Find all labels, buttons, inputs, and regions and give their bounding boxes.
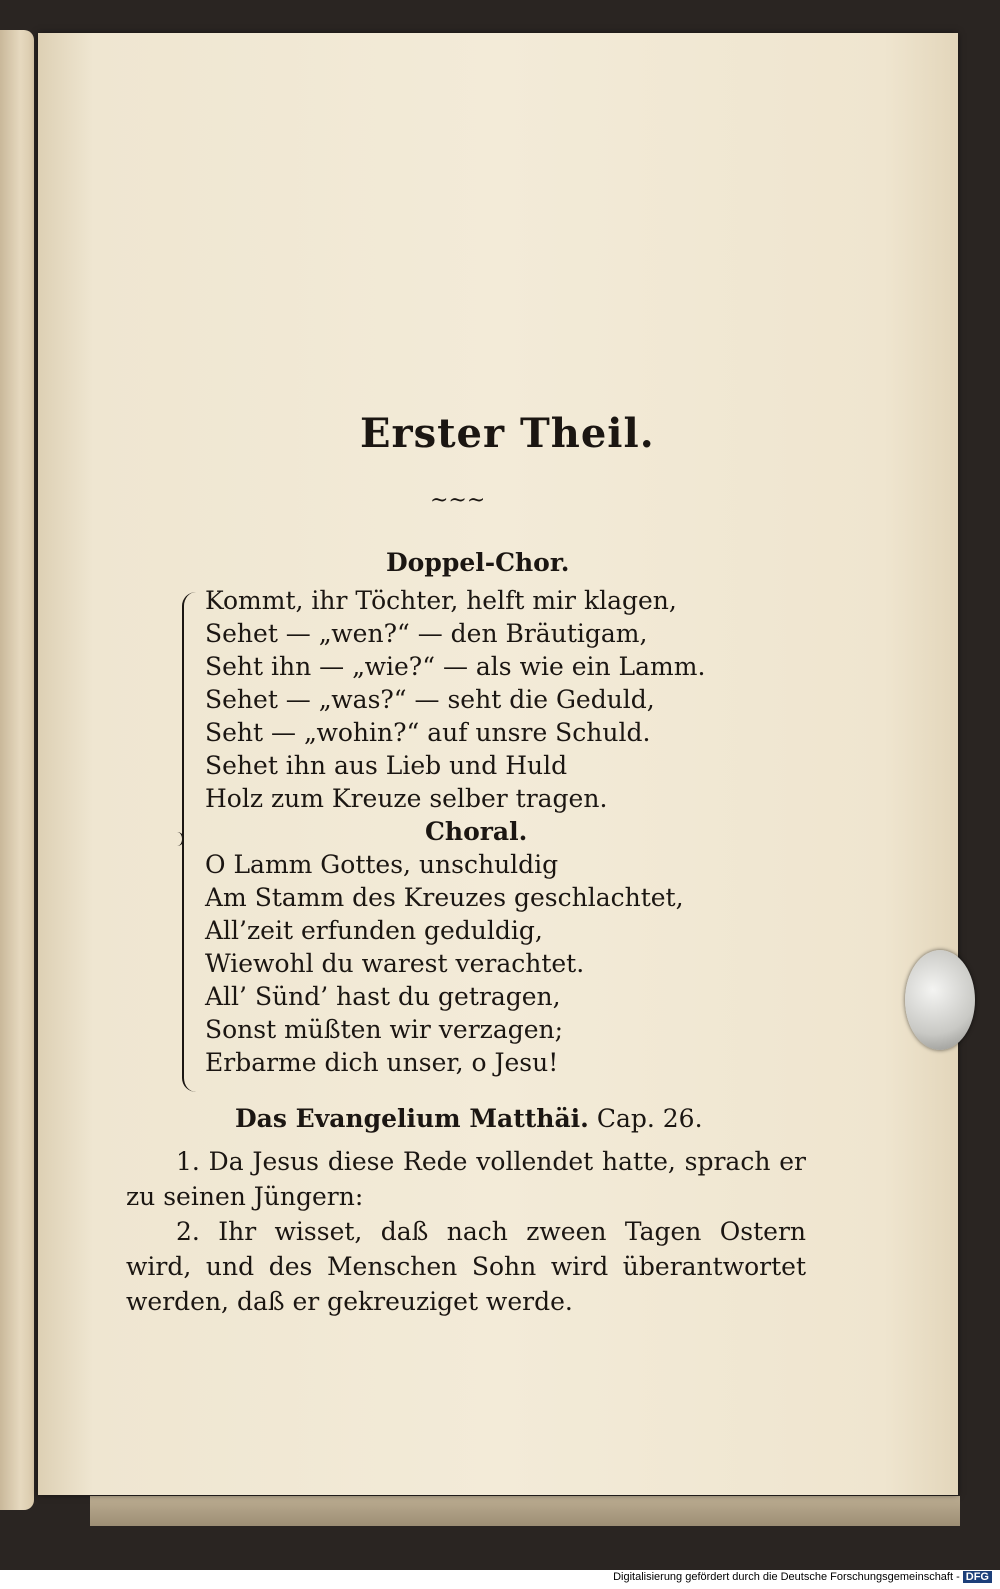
gospel-paragraph: 1. Da Jesus diese Rede vollendet hatte, sprach er zu seinen Jüngern: (126, 1147, 806, 1211)
verse-line: Seht — „wohin?“ auf unsre Schuld. (205, 718, 651, 747)
verse-line: Sonst müßten wir verzagen; (205, 1015, 564, 1044)
gospel-title: Das Evangelium Matthäi. (235, 1104, 589, 1133)
verse-line: Erbarme dich unser, o Jesu! (205, 1048, 559, 1077)
gospel-chapter: Cap. 26. (596, 1104, 703, 1133)
gospel-paragraph: 2. Ihr wisset, daß nach zween Tagen Ostern wird, und des Menschen Sohn wird überantwortet werden, daß er gekreuziget werde. (126, 1217, 806, 1316)
footer-text: Digitalisierung gefördert durch die Deutsche Forschungsgemeinschaft - (613, 1571, 960, 1583)
verse-line: Holz zum Kreuze selber tragen. (205, 784, 608, 813)
verse-line: All’zeit erfunden geduldig, (205, 916, 543, 945)
facing-page-edge (0, 30, 34, 1510)
verse-line: All’ Sünd’ hast du getragen, (205, 982, 561, 1011)
gospel-heading (235, 1104, 703, 1133)
section-heading-choral: Choral. (425, 817, 528, 846)
ornament-divider: ~~~ (430, 488, 486, 513)
page-clip (905, 950, 975, 1050)
verse-block (205, 584, 705, 1079)
verse-line: Sehet — „was?“ — seht die Geduld, (205, 685, 655, 714)
section-heading-doppel-chor: Doppel-Chor. (386, 548, 570, 577)
verse-line: Kommt, ihr Töchter, helft mir klagen, (205, 586, 677, 615)
verse-line: Wiewohl du warest verachtet. (205, 949, 585, 978)
gospel-text (126, 1144, 806, 1319)
verse-line: Sehet ihn aus Lieb und Huld (205, 751, 568, 780)
verse-line: Sehet — „wen?“ — den Bräutigam, (205, 619, 648, 648)
brace-left (182, 592, 198, 1092)
verse-line: O Lamm Gottes, unschuldig (205, 850, 559, 879)
page-title: Erster Theil. (360, 410, 655, 457)
footer-credit (613, 1571, 992, 1583)
dfg-logo: DFG (963, 1571, 992, 1583)
verse-line: Seht ihn — „wie?“ — als wie ein Lamm. (205, 652, 706, 681)
verse-line: Am Stamm des Kreuzes geschlachtet, (205, 883, 684, 912)
page-stack-edge (90, 1496, 960, 1526)
